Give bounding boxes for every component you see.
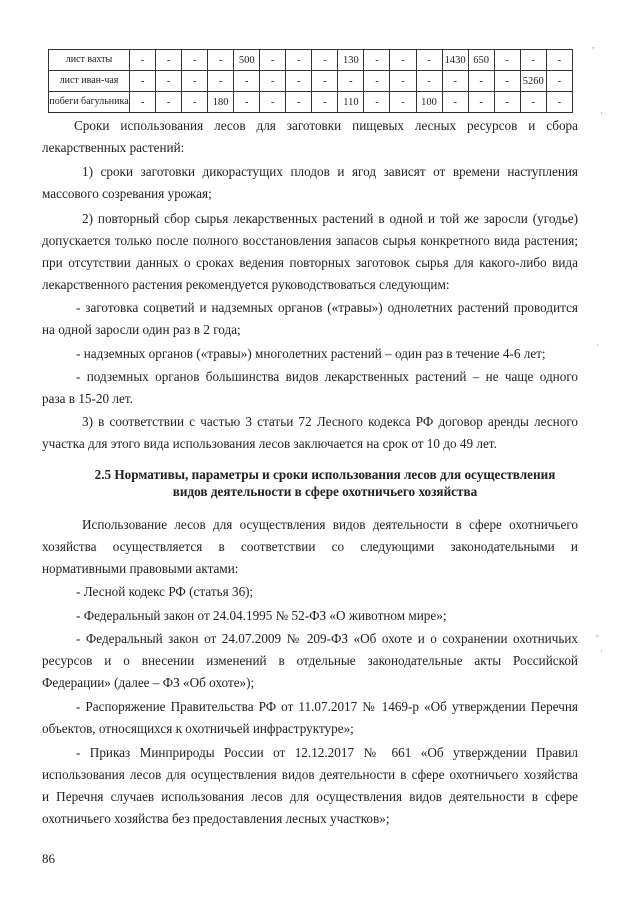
paragraph-line: хозяйства осуществляется в соответствии со следующими законодательными и — [42, 539, 578, 554]
table-cell: - — [130, 71, 156, 92]
table-cell: - — [234, 92, 260, 113]
table-cell: - — [208, 71, 234, 92]
paragraph-line: на одной заросли один раз в 2 года; — [42, 322, 241, 337]
table-cell: - — [130, 92, 156, 113]
paragraph-line: ресурсов и о внесении изменений в отдельные законодательные акты Российской — [42, 653, 578, 668]
table-cell: - — [208, 50, 234, 71]
paragraph-line: Федерации» (далее – ФЗ «Об охоте»); — [42, 675, 255, 690]
paragraph-line: объектов, относящихся к охотничьей инфраструктуре»; — [42, 721, 354, 736]
scan-speck: · — [600, 108, 603, 118]
paragraph-line: участка для этого вида использования лесов заключается на срок от 10 до 49 лет. — [42, 436, 497, 451]
table-cell: - — [286, 71, 312, 92]
table-cell: - — [390, 92, 416, 113]
paragraph-line: 2) повторный сбор сырья лекарственных растений в одной и той же заросли (угодье) — [82, 211, 578, 226]
scan-speck: , — [592, 40, 595, 50]
table-cell: - — [286, 50, 312, 71]
table-cell: - — [546, 50, 572, 71]
table-cell: - — [260, 92, 286, 113]
page-number: 86 — [42, 851, 55, 866]
table-cell: - — [312, 92, 338, 113]
table-cell: - — [364, 71, 390, 92]
paragraph-line: использования лесов для осуществления видов деятельности в сфере охотничьего хозяйства — [42, 767, 578, 782]
table-row — [49, 71, 573, 92]
paragraph-line: массового созревания урожая; — [42, 186, 212, 201]
table-cell: - — [468, 71, 494, 92]
table-cell: - — [260, 50, 286, 71]
paragraph-line: Использование лесов для осуществления видов деятельности в сфере охотничьего — [82, 517, 578, 532]
table-cell: 1430 — [442, 50, 468, 71]
section-heading: 2.5 Нормативы, параметры и сроки использования лесов для осуществления — [94, 467, 556, 482]
table-cell: - — [182, 92, 208, 113]
table-cell: лист вахты — [49, 50, 130, 71]
paragraph-line: допускается только после полного восстановления запасов сырья конкретного вида растения; — [42, 233, 578, 248]
table-cell: - — [494, 71, 520, 92]
table-cell: 130 — [338, 50, 364, 71]
paragraph-line: - подземных органов большинства видов лекарственных растений – не чаще одного — [76, 369, 578, 384]
table-cell: - — [442, 92, 468, 113]
table-cell: - — [494, 92, 520, 113]
paragraph-line: - заготовка соцветий и надземных органов («травы») однолетних растений проводится — [76, 300, 578, 315]
table-cell: 5260 — [520, 71, 546, 92]
paragraph-line: - надземных органов («травы») многолетних растений – один раз в течение 4-6 лет; — [76, 346, 546, 361]
table-cell: - — [286, 92, 312, 113]
scan-speck: · — [596, 340, 599, 350]
table-cell: - — [520, 50, 546, 71]
table-cell: - — [416, 71, 442, 92]
paragraph-line: при отсутствии данных о сроках ведения повторных заготовок сырья для какого-либо вида — [42, 255, 578, 270]
table-cell: - — [338, 71, 364, 92]
paragraph-line: раза в 15-20 лет. — [42, 391, 133, 406]
table-cell: лист иван-чая — [49, 71, 130, 92]
table-cell: побеги багульника — [49, 92, 130, 113]
list-item: - Федеральный закон от 24.04.1995 № 52-ФЗ «О животном мире»; — [76, 608, 447, 623]
table-cell: - — [390, 71, 416, 92]
list-item: - Распоряжение Правительства РФ от 11.07.2017 № 1469-р «Об утверждении Перечня — [76, 699, 578, 714]
table-cell: - — [364, 50, 390, 71]
paragraph-line: и Перечня случаев использования лесов для осуществления видов деятельности в сфере — [42, 789, 578, 804]
table-cell: - — [260, 71, 286, 92]
list-item: - Лесной кодекс РФ (статья 36); — [76, 584, 254, 599]
table-cell: - — [390, 50, 416, 71]
table-cell: - — [312, 71, 338, 92]
table-cell: - — [156, 50, 182, 71]
table-cell: - — [156, 71, 182, 92]
list-item: - Приказ Минприроды России от 12.12.2017 № 661 «Об утверждении Правил — [76, 745, 578, 760]
table-cell: - — [546, 71, 572, 92]
table-cell: - — [546, 92, 572, 113]
table-cell: 650 — [468, 50, 494, 71]
paragraph-line: 1) сроки заготовки дикорастущих плодов и ягод зависят от времени наступления — [82, 164, 578, 179]
resources-table — [48, 49, 573, 113]
table-cell: - — [468, 92, 494, 113]
table-cell: - — [182, 71, 208, 92]
table-cell: 100 — [416, 92, 442, 113]
section-heading: видов деятельности в сфере охотничьего хозяйства — [172, 484, 478, 499]
table-cell: - — [182, 50, 208, 71]
paragraph-line: Сроки использования лесов для заготовки пищевых лесных ресурсов и сбора — [74, 118, 578, 133]
paragraph-line: нормативными правовыми актами: — [42, 561, 239, 576]
list-item: - Федеральный закон от 24.07.2009 № 209-ФЗ «Об охоте и о сохранении охотничьих — [76, 631, 578, 646]
table-cell: - — [416, 50, 442, 71]
scan-speck: · — [600, 646, 603, 656]
table-row — [49, 92, 573, 113]
paragraph-line: 3) в соответствии с частью 3 статьи 72 Лесного кодекса РФ договор аренды лесного — [82, 414, 578, 429]
table-cell: - — [156, 92, 182, 113]
table-cell: - — [312, 50, 338, 71]
table-cell: - — [130, 50, 156, 71]
table-cell: 180 — [208, 92, 234, 113]
table-cell: - — [234, 71, 260, 92]
paragraph-line: лекарственного растения рекомендуется руководствоваться следующим: — [42, 277, 450, 292]
table-cell: 500 — [234, 50, 260, 71]
table-cell: - — [494, 50, 520, 71]
table-row — [49, 50, 573, 71]
table-cell: - — [364, 92, 390, 113]
paragraph-line: лекарственных растений: — [42, 140, 185, 155]
paragraph-line: охотничьего хозяйства без предоставления лесных участков»; — [42, 811, 390, 826]
table-cell: - — [520, 92, 546, 113]
table-cell: - — [442, 71, 468, 92]
scan-speck: , — [596, 628, 599, 638]
table-cell: 110 — [338, 92, 364, 113]
